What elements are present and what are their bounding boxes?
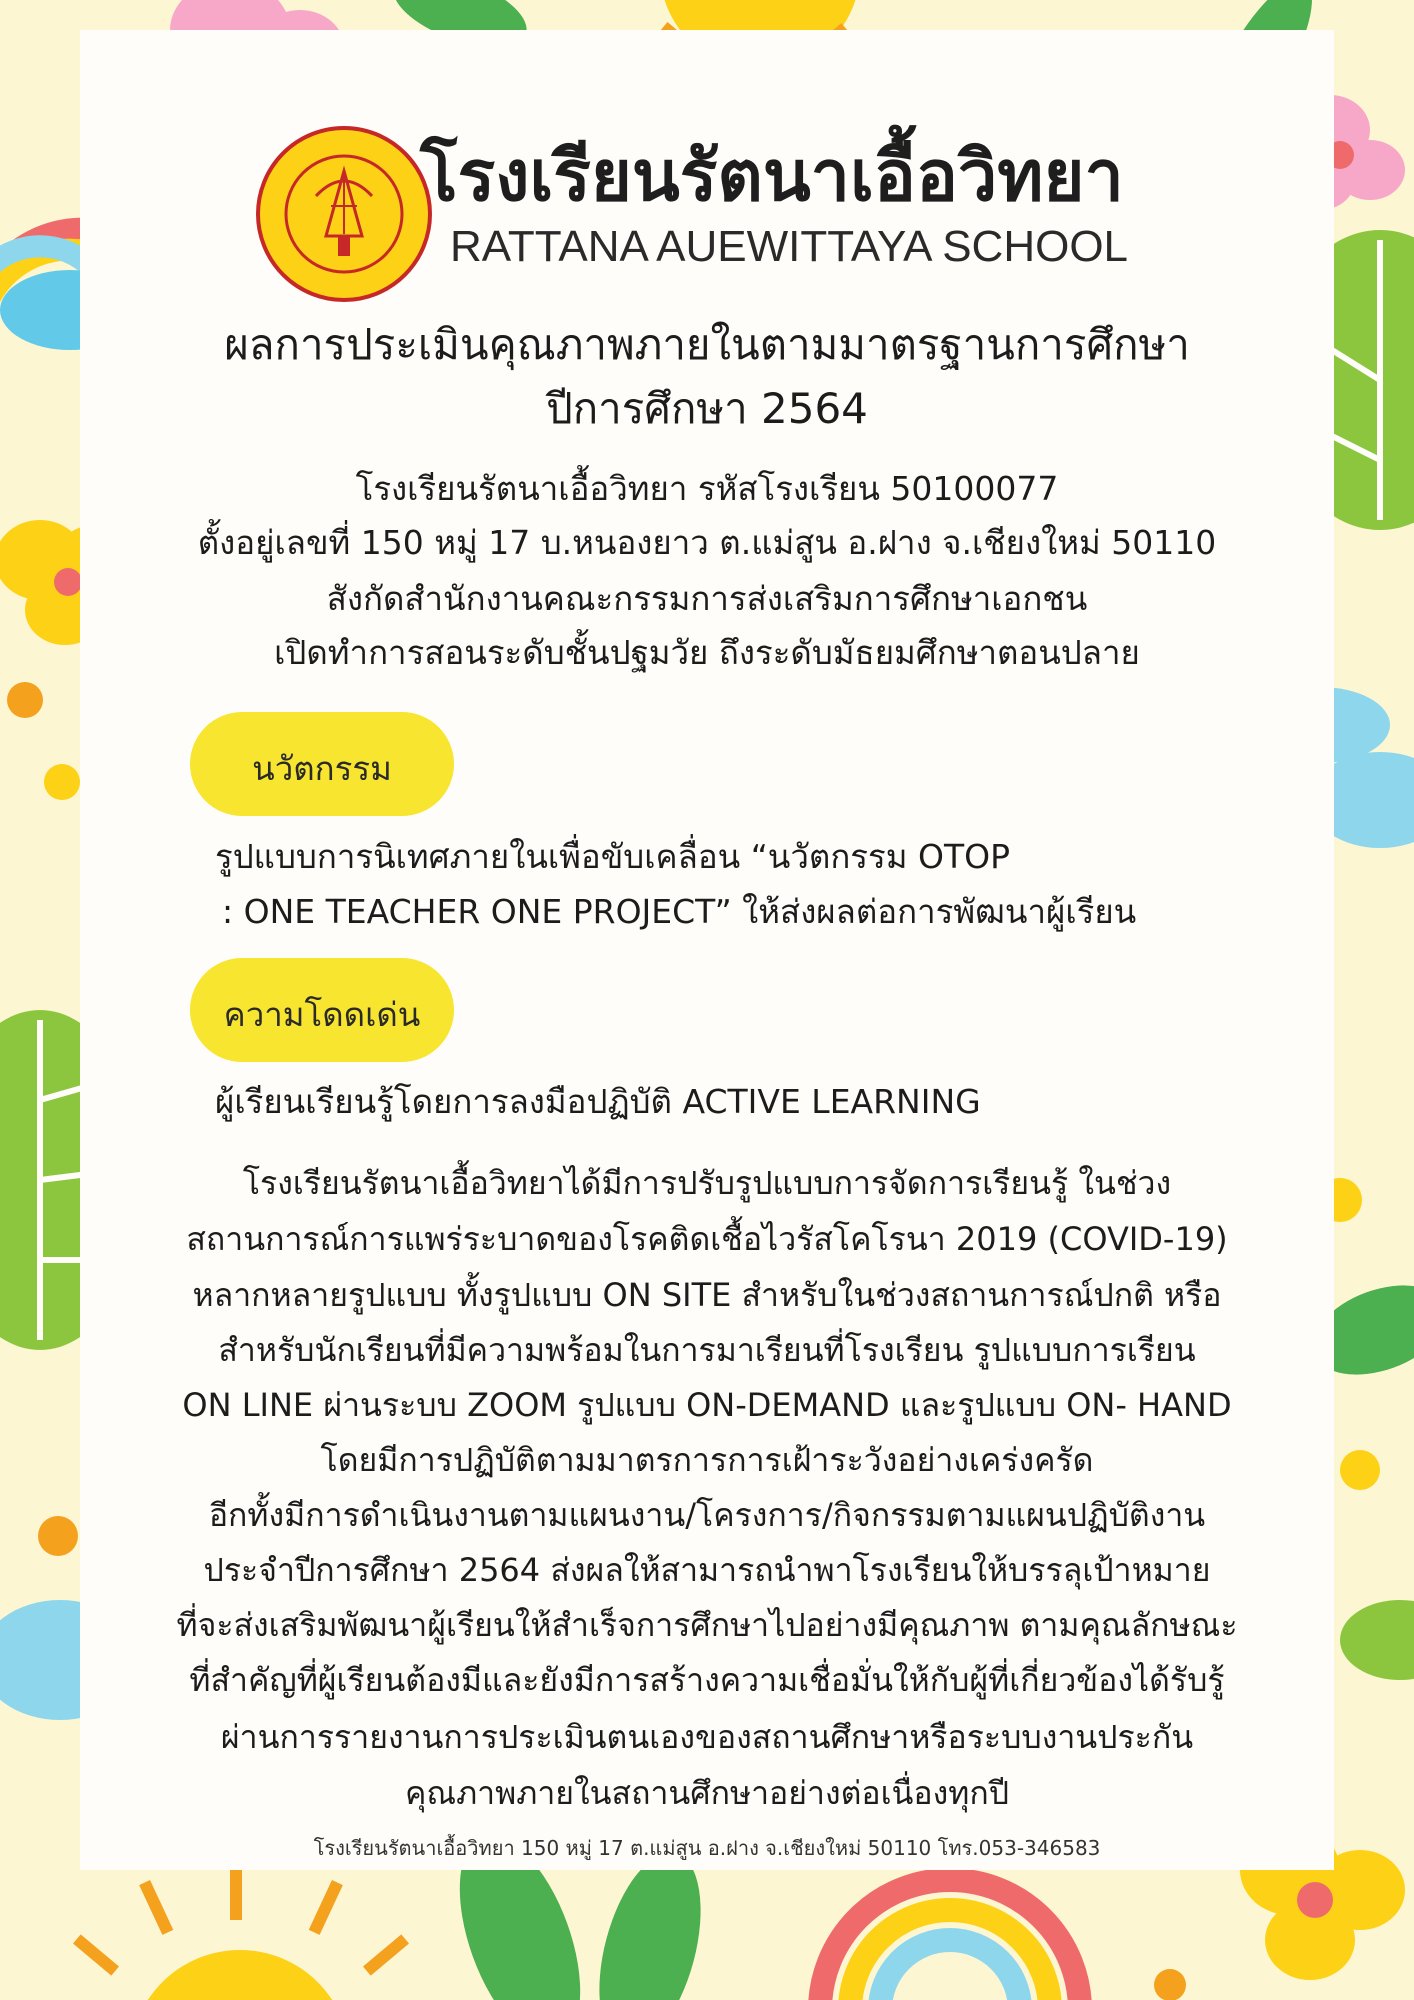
highlight-paragraph-line: ผ่านการรายงานการประเมินตนเองของสถานศึกษาหรือระบบงานประกัน <box>220 1718 1194 1756</box>
rainbow-bottom <box>820 1880 1080 2000</box>
school-name-thai: โรงเรียนรัตนาเอื้อวิทยา <box>420 135 1124 217</box>
highlight-label: ความโดดเด่น <box>223 995 421 1034</box>
report-title-year: ปีการศึกษา 2564 <box>546 384 868 433</box>
info-line: สังกัดสำนักงานคณะกรรมการส่งเสริมการศึกษาเอกชน <box>326 579 1088 618</box>
highlight-paragraph-line: หลากหลายรูปแบบ ทั้งรูปแบบ ON SITE สำหรับในช่วงสถานการณ์ปกติ หรือ <box>192 1276 1222 1314</box>
info-line: ตั้งอยู่เลขที่ 150 หมู่ 17 บ.หนองยาว ต.แม่สูน อ.ฝาง จ.เชียงใหม่ 50110 <box>197 523 1217 562</box>
school-name-english: RATTANA AUEWITTAYA SCHOOL <box>450 222 1129 271</box>
highlight-paragraph-line: ON LINE ผ่านระบบ ZOOM รูปแบบ ON-DEMAND และรูปแบบ ON- HAND <box>182 1386 1232 1424</box>
innovation-label: นวัตกรรม <box>252 749 392 788</box>
highlight-paragraph-line: โดยมีการปฏิบัติตามมาตรการการเฝ้าระวังอย่างเคร่งครัด <box>320 1441 1094 1479</box>
info-line: โรงเรียนรัตนาเอื้อวิทยา รหัสโรงเรียน 50100077 <box>355 469 1059 508</box>
highlight-paragraph-line: ประจำปีการศึกษา 2564 ส่งผลให้สามารถนำพาโรงเรียนให้บรรลุเป้าหมาย <box>203 1551 1211 1589</box>
school-logo-seal <box>256 126 432 302</box>
highlight-paragraph-line: อีกทั้งมีการดำเนินงานตามแผนงาน/โครงการ/กิจกรรมตามแผนปฏิบัติงาน <box>208 1496 1206 1534</box>
yellow-dot-left <box>44 764 80 800</box>
highlight-paragraph-line: โรงเรียนรัตนาเอื้อวิทยาได้มีการปรับรูปแบบการจัดการเรียนรู้ ในช่วง <box>242 1164 1172 1202</box>
orange-dot-bottom <box>1154 1969 1186 2000</box>
footer-address: โรงเรียนรัตนาเอื้อวิทยา 150 หมู่ 17 ต.แม่สูน อ.ฝาง จ.เชียงใหม่ 50110 โทร.053-346583 <box>313 1836 1101 1860</box>
innovation-text-line1: รูปแบบการนิเทศภายในเพื่อขับเคลื่อน “นวัตกรรม OTOP <box>215 837 1010 876</box>
highlight-paragraph-line: คุณภาพภายในสถานศึกษาอย่างต่อเนื่องทุกปี <box>404 1774 1010 1812</box>
highlight-paragraph-line: ที่จะส่งเสริมพัฒนาผู้เรียนให้สำเร็จการศึกษาไปอย่างมีคุณภาพ ตามคุณลักษณะ <box>176 1606 1238 1644</box>
info-line: เปิดทำการสอนระดับชั้นปฐมวัย ถึงระดับมัธยมศึกษาตอนปลาย <box>274 633 1140 672</box>
innovation-text-line2: : ONE TEACHER ONE PROJECT” ให้ส่งผลต่อการพัฒนาผู้เรียน <box>222 892 1137 931</box>
highlight-paragraph-line: สถานการณ์การแพร่ระบาดของโรคติดเชื้อไวรัสโคโรนา 2019 (COVID-19) <box>186 1220 1228 1258</box>
report-title-line1: ผลการประเมินคุณภาพภายในตามมาตรฐานการศึกษา <box>224 320 1190 369</box>
highlight-section-pill <box>190 958 454 1062</box>
leaf-right-bottom <box>1340 1600 1414 1680</box>
innovation-section-pill <box>190 712 454 816</box>
orange-dot-left <box>7 682 43 718</box>
yellow-dot-right-2 <box>1340 1450 1380 1490</box>
orange-dot-left-2 <box>38 1516 78 1556</box>
highlight-paragraph-line: ที่สำคัญที่ผู้เรียนต้องมีและยังมีการสร้างความเชื่อมั่นให้กับผู้ที่เกี่ยวข้องได้รับรู้ <box>189 1661 1225 1699</box>
highlight-subtitle: ผู้เรียนเรียนรู้โดยการลงมือปฏิบัติ ACTIVE LEARNING <box>215 1082 981 1121</box>
sun-bottom-decoration <box>73 1860 409 2000</box>
highlight-paragraph-line: สำหรับนักเรียนที่มีความพร้อมในการมาเรียนที่โรงเรียน รูปแบบการเรียน <box>218 1331 1196 1369</box>
